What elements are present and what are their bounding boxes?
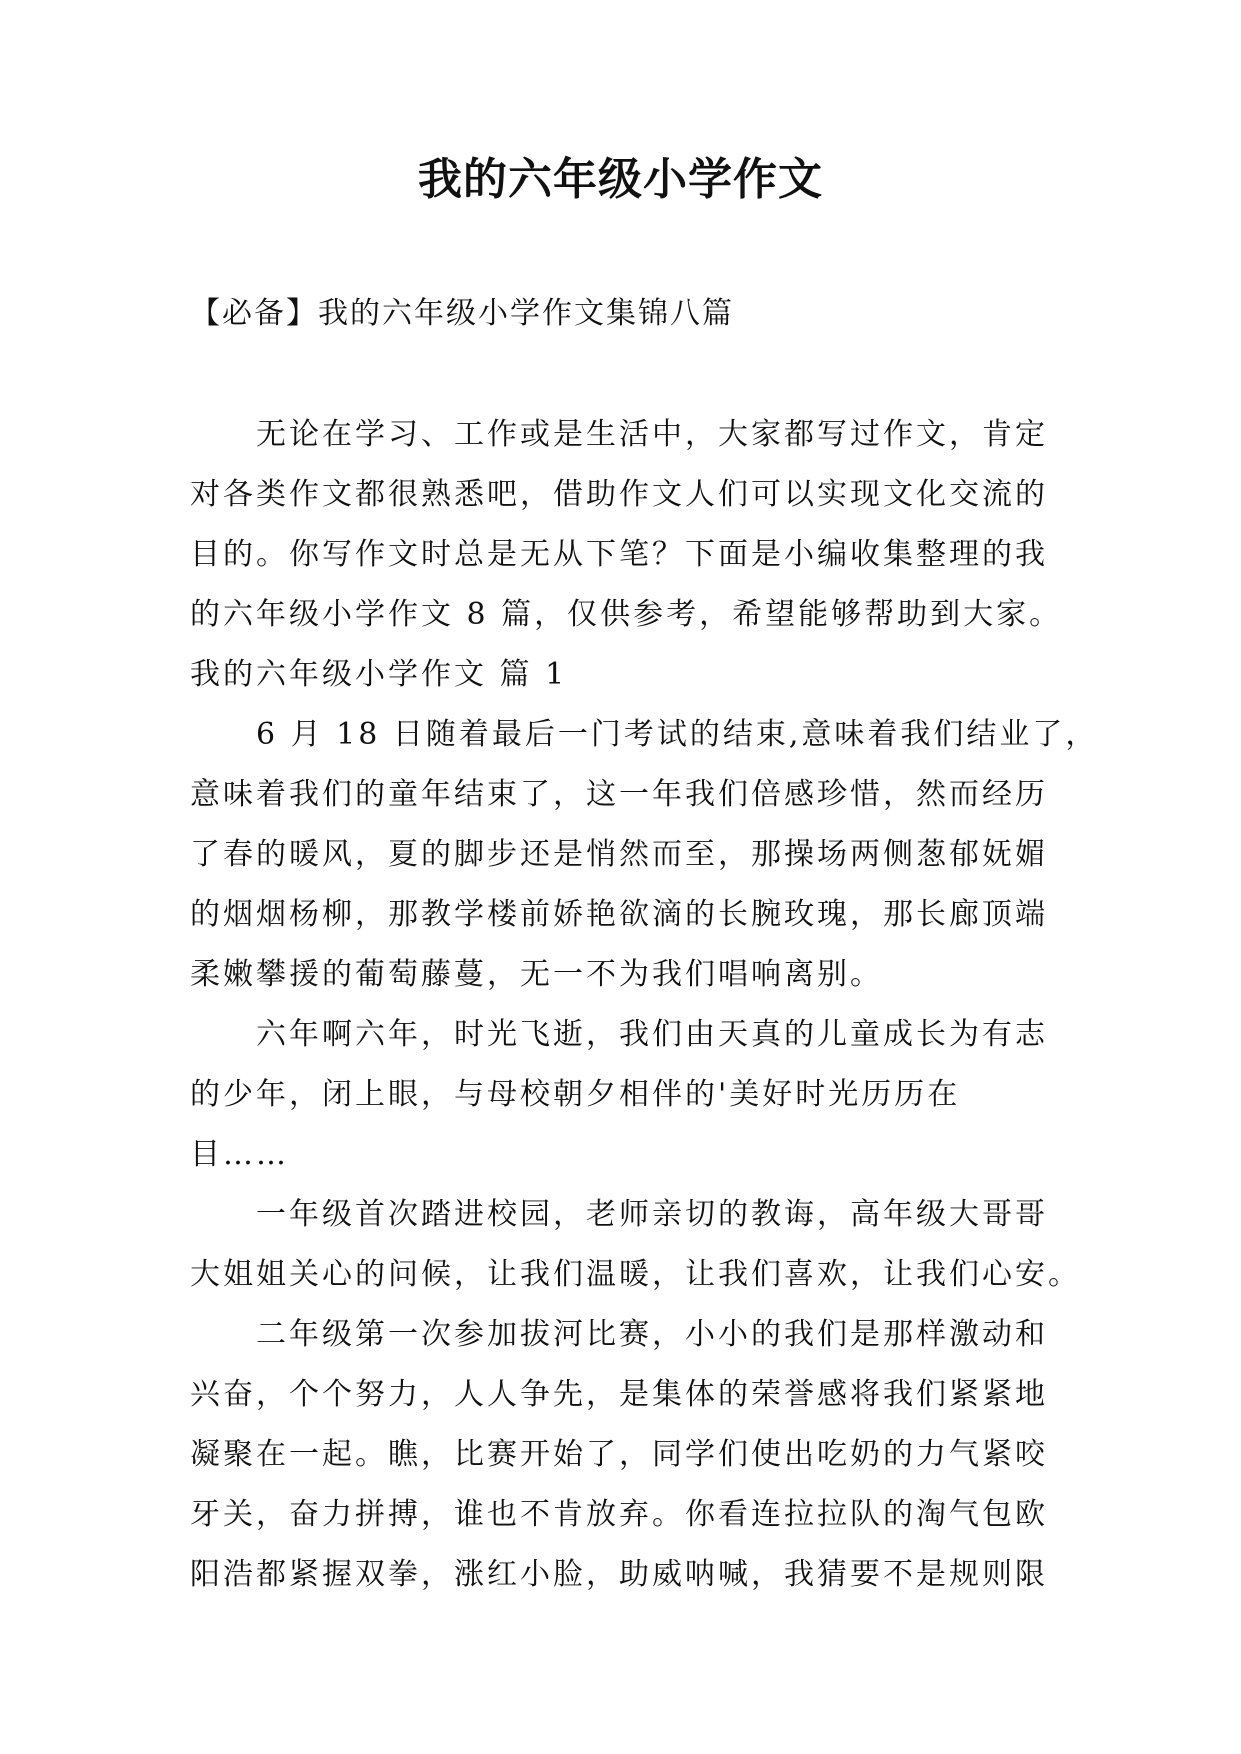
document-body [190,405,1099,1605]
text-line: 了春的暖风，夏的脚步还是悄然而至，那操场两侧葱郁妩媚 [190,837,1048,872]
document-title: 我的六年级小学作文 [418,154,823,205]
text-line: 凝聚在一起。瞧，比赛开始了，同学们使出吃奶的力气紧咬 [190,1437,1048,1472]
text-line: 目…… [190,1137,289,1172]
text-line: 意味着我们的童年结束了，这一年我们倍感珍惜，然而经历 [190,777,1048,812]
text-line: 柔嫩攀援的葡萄藤蔓，无一不为我们唱响离别。 [190,957,883,992]
text-line: 阳浩都紧握双拳，涨红小脸，助威呐喊，我猜要不是规则限 [190,1557,1048,1592]
text-line: 一年级首次踏进校园，老师亲切的教诲，高年级大哥哥 [256,1197,1048,1232]
text-line: 大姐姐关心的问候，让我们温暖，让我们喜欢，让我们心安。 [190,1257,1081,1292]
text-line: 兴奋，个个努力，人人争先，是集体的荣誉感将我们紧紧地 [190,1377,1048,1412]
text-line: 无论在学习、工作或是生活中，大家都写过作文，肯定 [256,417,1048,452]
text-line: 的烟烟杨柳，那教学楼前娇艳欲滴的长腕玫瑰，那长廊顶端 [190,897,1048,932]
text-line: 的六年级小学作文 8 篇，仅供参考，希望能够帮助到大家。 [190,597,1063,632]
text-line: 二年级第一次参加拔河比赛，小小的我们是那样激动和 [256,1317,1048,1352]
text-line: 6 月 18 日随着最后一门考试的结束,意味着我们结业了， [256,717,1099,752]
text-line: 六年啊六年，时光飞逝，我们由天真的儿童成长为有志 [256,1017,1048,1052]
text-line: 我的六年级小学作文 篇 1 [190,657,568,692]
document-subtitle: 【必备】我的六年级小学作文集锦八篇 [190,296,734,331]
text-line: 牙关，奋力拼搏，谁也不肯放弃。你看连拉拉队的淘气包欧 [190,1497,1048,1532]
text-line: 的少年，闭上眼，与母校朝夕相伴的'美好时光历历在 [190,1077,961,1112]
text-line: 对各类作文都很熟悉吧，借助作文人们可以实现文化交流的 [190,477,1048,512]
text-line: 目的。你写作文时总是无从下笔？下面是小编收集整理的我 [190,537,1048,572]
